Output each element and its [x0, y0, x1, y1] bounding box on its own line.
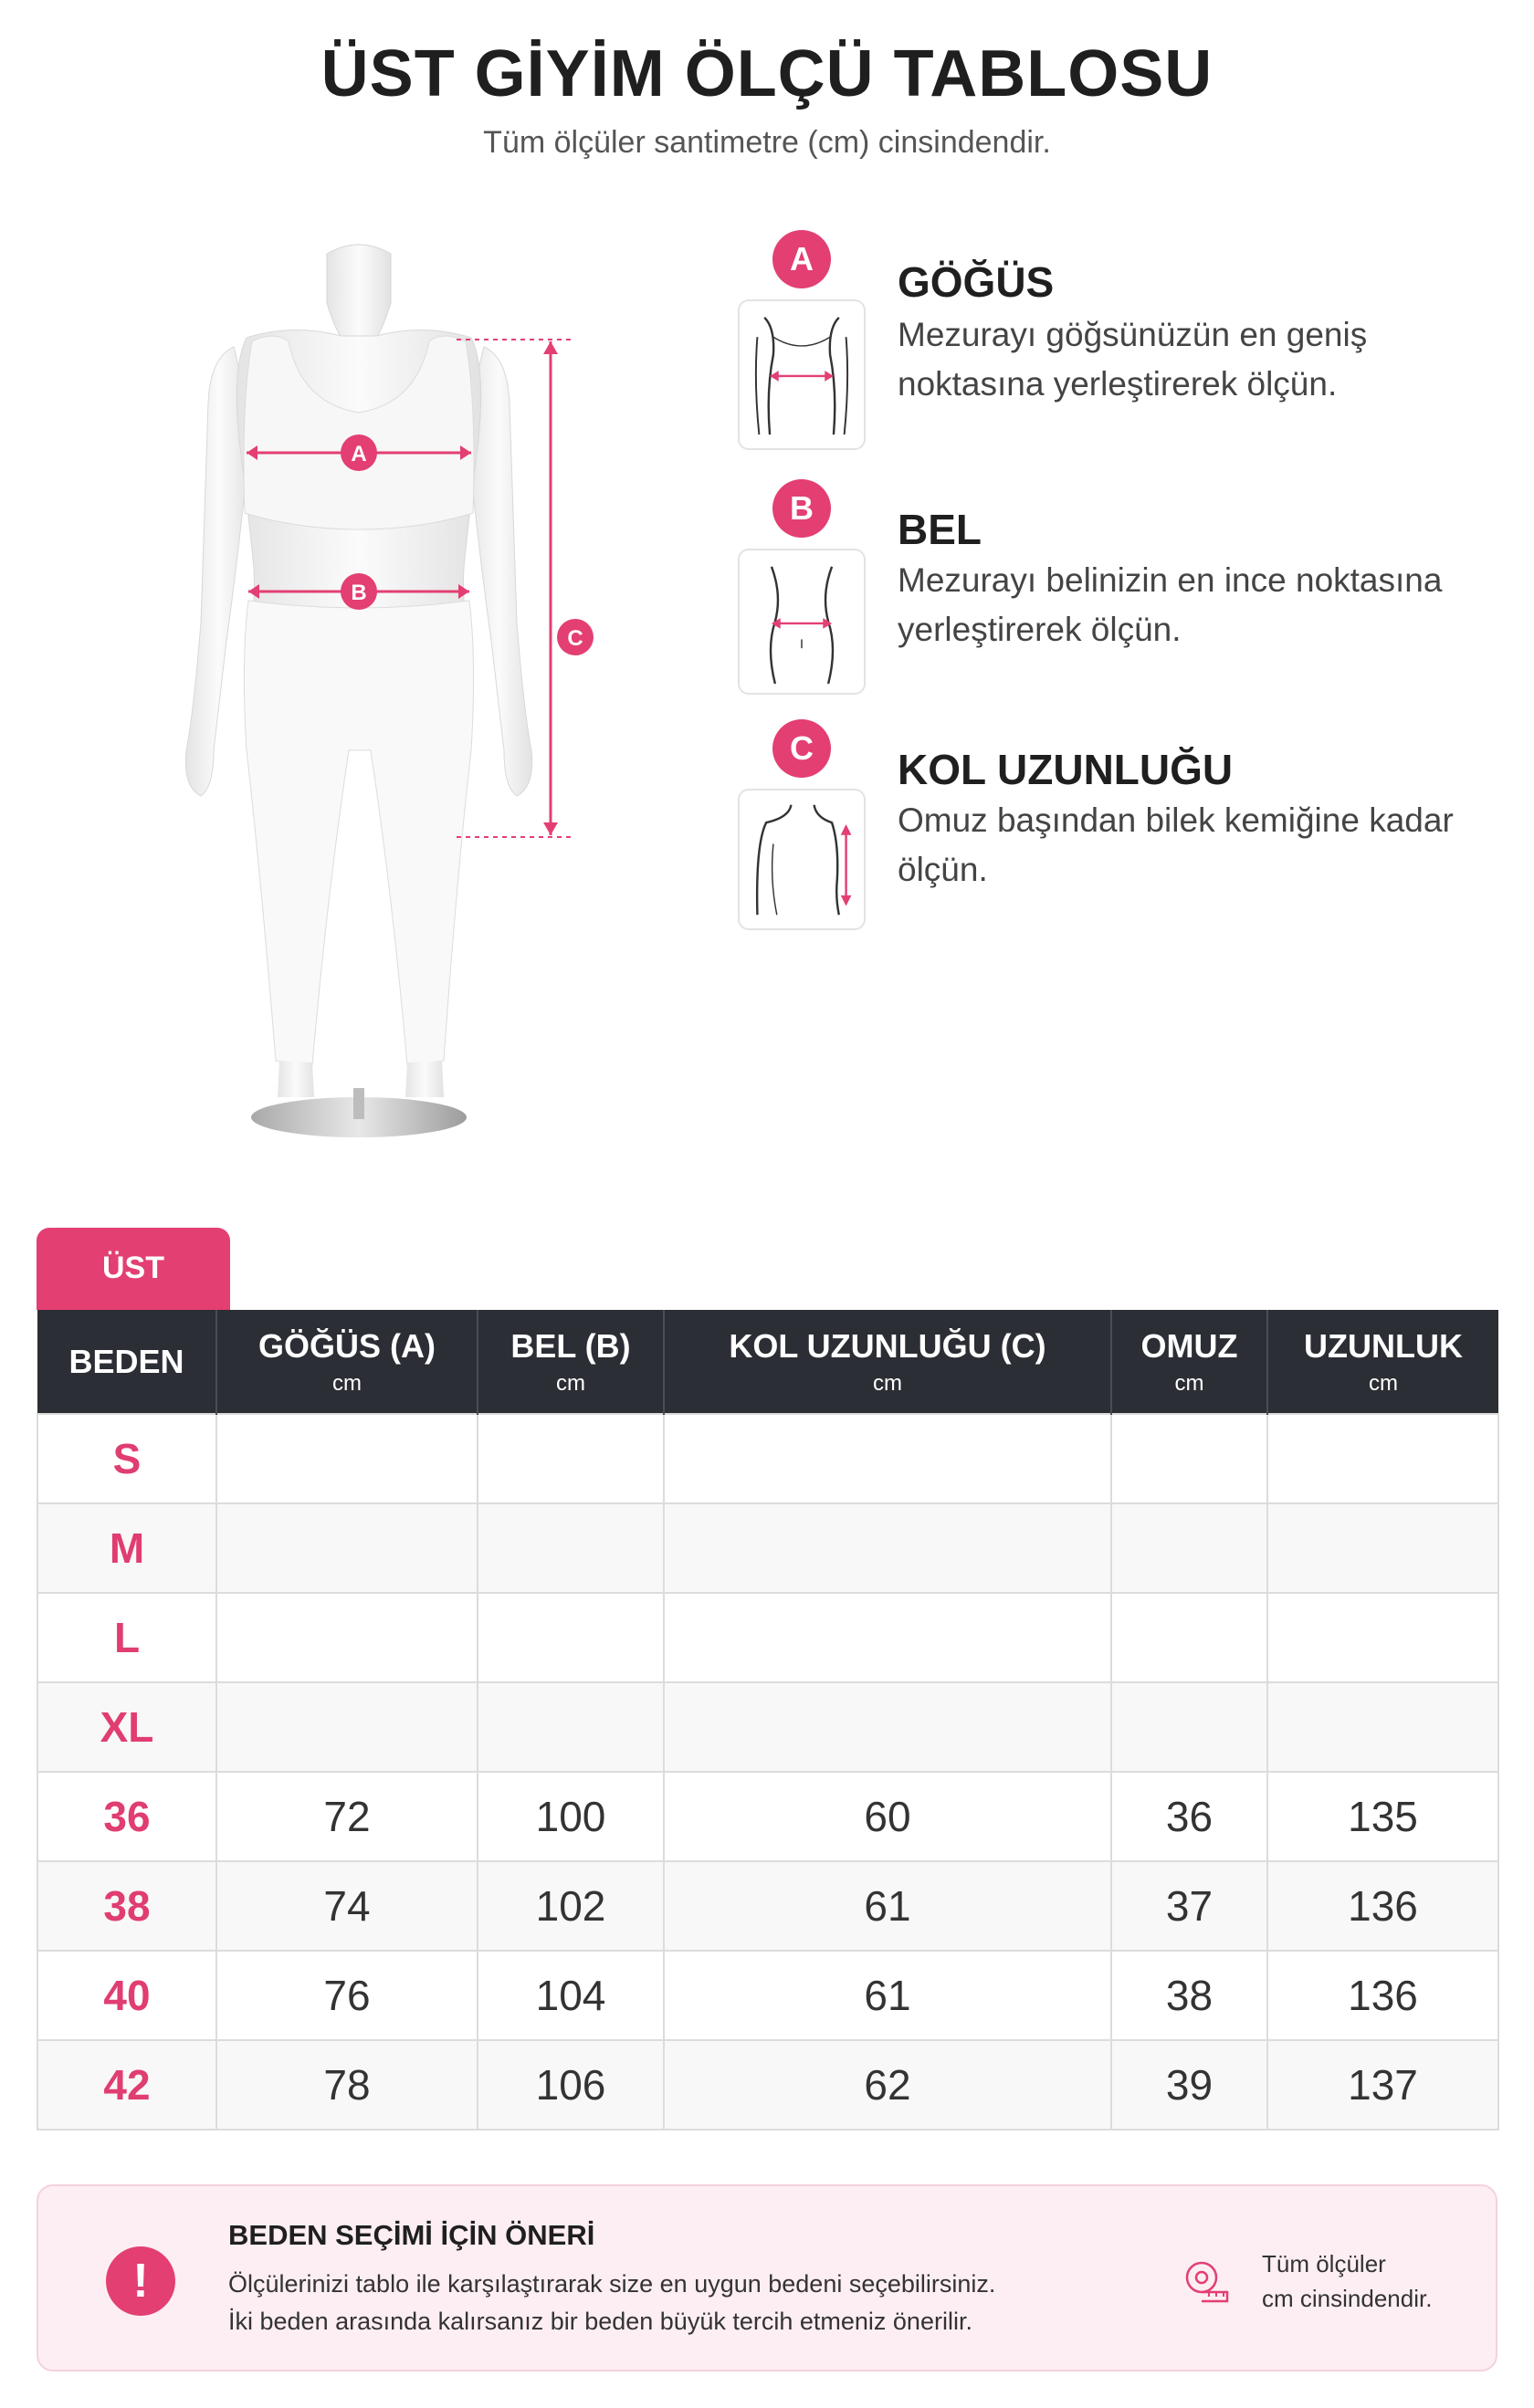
- table-cell: [664, 1414, 1111, 1503]
- legend-desc-waist: Mezurayı belinizin en ince noktasına yerleştirerek ölçün.: [898, 561, 1443, 648]
- table-cell: [664, 1503, 1111, 1593]
- size-label: S: [37, 1414, 216, 1503]
- chest-measure-icon: [738, 299, 866, 450]
- table-cell: 74: [216, 1861, 478, 1951]
- size-label: 42: [37, 2040, 216, 2130]
- table-cell: [1111, 1682, 1267, 1772]
- units-note-line-2: cm cinsindendir.: [1262, 2285, 1433, 2312]
- legend-arm-length: [738, 719, 1505, 947]
- arm-length-measure-icon: [738, 789, 866, 930]
- table-cell: 102: [478, 1861, 664, 1951]
- legend-title-arm-length: KOL UZUNLUĞU: [898, 746, 1234, 793]
- marker-c: C: [567, 626, 583, 651]
- tape-measure-icon: [1180, 2256, 1231, 2307]
- table-cell: 61: [664, 1951, 1111, 2040]
- recommendation-title: BEDEN SEÇİMİ İÇİN ÖNERİ: [228, 2219, 595, 2251]
- table-cell: 61: [664, 1861, 1111, 1951]
- table-cell: [478, 1593, 664, 1682]
- table-cell: 136: [1267, 1861, 1498, 1951]
- table-row: [37, 1414, 1498, 1503]
- table-cell: 137: [1267, 2040, 1498, 2130]
- table-cell: [478, 1682, 664, 1772]
- legend-title-waist: BEL: [898, 506, 982, 553]
- recommendation-line-2: İki beden arasında kalırsanız bir beden büyük tercih etmeniz önerilir.: [228, 2308, 972, 2335]
- table-cell: [664, 1593, 1111, 1682]
- column-header-label: BEDEN: [68, 1342, 184, 1380]
- table-cell: 76: [216, 1951, 478, 2040]
- legend-chest: [738, 230, 1505, 458]
- size-label: 38: [37, 1861, 216, 1951]
- table-cell: 106: [478, 2040, 664, 2130]
- mannequin-figure: [146, 239, 621, 1152]
- size-label: L: [37, 1593, 216, 1682]
- table-cell: [1267, 1503, 1498, 1593]
- column-header-label: OMUZ: [1140, 1326, 1238, 1365]
- table-cell: [1111, 1593, 1267, 1682]
- table-cell: 36: [1111, 1772, 1267, 1861]
- table-row: [37, 1682, 1498, 1772]
- column-header: [1267, 1310, 1498, 1414]
- units-note-line-1: Tüm ölçüler: [1262, 2250, 1386, 2277]
- size-table: [37, 1310, 1497, 2131]
- tab-ust[interactable]: ÜST: [37, 1228, 230, 1310]
- legend-desc-arm-length: Omuz başından bilek kemiğine kadar ölçün.: [898, 801, 1454, 888]
- column-header: [37, 1310, 216, 1414]
- table-cell: [664, 1682, 1111, 1772]
- size-label: 36: [37, 1772, 216, 1861]
- table-row: [37, 2040, 1498, 2130]
- column-header-label: KOL UZUNLUĞU (C): [729, 1326, 1046, 1365]
- table-cell: [1267, 1414, 1498, 1503]
- table-cell: 135: [1267, 1772, 1498, 1861]
- legend-badge-b: B: [772, 479, 831, 538]
- table-cell: [216, 1414, 478, 1503]
- marker-b: B: [351, 581, 367, 605]
- page-subtitle: Tüm ölçüler santimetre (cm) cinsindendir.: [483, 125, 1051, 160]
- legend-badge-a: A: [772, 230, 831, 288]
- table-cell: 104: [478, 1951, 664, 2040]
- marker-a: A: [351, 442, 367, 466]
- column-header-unit: cm: [1369, 1370, 1398, 1396]
- recommendation-line-1: Ölçülerinizi tablo ile karşılaştırarak size en uygun bedeni seçebilirsiniz.: [228, 2270, 996, 2298]
- table-cell: 39: [1111, 2040, 1267, 2130]
- waist-measure-icon: [738, 549, 866, 695]
- table-cell: [1267, 1593, 1498, 1682]
- legend-desc-chest: Mezurayı göğsünüzün en geniş noktasına yerleştirerek ölçün.: [898, 316, 1368, 403]
- column-header-label: UZUNLUK: [1304, 1326, 1463, 1365]
- column-header-label: BEL (B): [510, 1326, 631, 1365]
- table-cell: 72: [216, 1772, 478, 1861]
- table-cell: 78: [216, 2040, 478, 2130]
- table-cell: [478, 1414, 664, 1503]
- legend-title-chest: GÖĞÜS: [898, 258, 1055, 306]
- table-cell: 136: [1267, 1951, 1498, 2040]
- column-header: [216, 1310, 478, 1414]
- table-cell: 38: [1111, 1951, 1267, 2040]
- table-cell: [478, 1503, 664, 1593]
- table-cell: [1111, 1503, 1267, 1593]
- table-cell: [216, 1503, 478, 1593]
- legend-badge-c: C: [772, 719, 831, 778]
- legend-waist: [738, 479, 1505, 707]
- table-cell: [216, 1682, 478, 1772]
- table-cell: [1267, 1682, 1498, 1772]
- table-header-row: [37, 1310, 1498, 1414]
- column-header-unit: cm: [1174, 1370, 1204, 1396]
- column-header-label: GÖĞÜS (A): [258, 1326, 436, 1365]
- table-row: [37, 1951, 1498, 2040]
- size-label: XL: [37, 1682, 216, 1772]
- column-header: [664, 1310, 1111, 1414]
- table-row: [37, 1593, 1498, 1682]
- table-cell: 60: [664, 1772, 1111, 1861]
- table-cell: 37: [1111, 1861, 1267, 1951]
- column-header: [478, 1310, 664, 1414]
- column-header: [1111, 1310, 1267, 1414]
- size-label: M: [37, 1503, 216, 1593]
- table-cell: [216, 1593, 478, 1682]
- column-header-unit: cm: [556, 1370, 585, 1396]
- table-cell: 100: [478, 1772, 664, 1861]
- page-title: ÜST GİYİM ÖLÇÜ TABLOSU: [320, 37, 1214, 110]
- table-cell: 62: [664, 2040, 1111, 2130]
- table-row: [37, 1861, 1498, 1951]
- table-row: [37, 1772, 1498, 1861]
- exclamation-icon: !: [106, 2246, 175, 2316]
- column-header-unit: cm: [873, 1370, 902, 1396]
- table-row: [37, 1503, 1498, 1593]
- table-cell: [1111, 1414, 1267, 1503]
- recommendation-box: [37, 2184, 1497, 2371]
- size-label: 40: [37, 1951, 216, 2040]
- column-header-unit: cm: [332, 1370, 362, 1396]
